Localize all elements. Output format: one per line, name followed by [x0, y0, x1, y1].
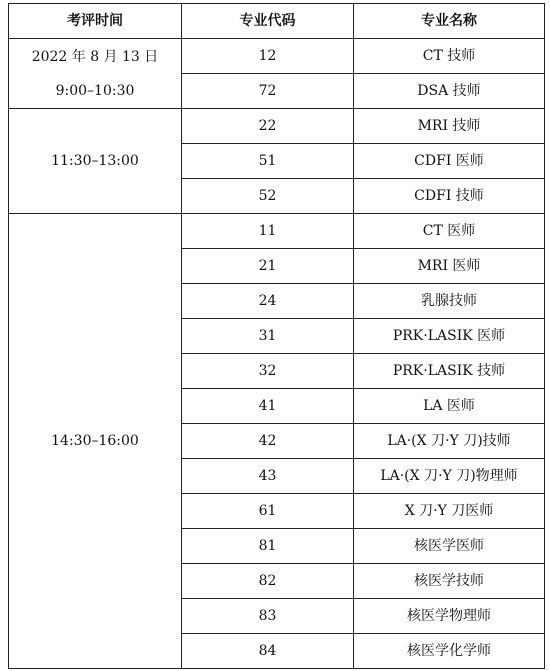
table-row: [9, 39, 545, 74]
header-exam-time: 考评时间: [9, 4, 182, 39]
major-code-cell: 82: [182, 564, 354, 599]
major-name-cell: MRI 医师: [354, 249, 545, 284]
major-name-cell: LA·(X 刀·Y 刀)物理师: [354, 459, 545, 494]
header-row: [9, 4, 545, 39]
major-name-cell: 核医学医师: [354, 529, 545, 564]
schedule-body: [9, 39, 545, 669]
exam-time-text: 11:30–13:00: [51, 153, 139, 169]
exam-time-cell: [9, 39, 182, 109]
major-code-cell: 84: [182, 634, 354, 669]
major-name-cell: PRK·LASIK 技师: [354, 354, 545, 389]
major-name-cell: 核医学化学师: [354, 634, 545, 669]
header-major-code: 专业代码: [182, 4, 354, 39]
major-name-cell: 乳腺技师: [354, 284, 545, 319]
major-name-cell: CDFI 技师: [354, 179, 545, 214]
major-code-cell: 12: [182, 39, 354, 74]
major-name-cell: CDFI 医师: [354, 144, 545, 179]
schedule-table-container: [8, 3, 544, 669]
major-name-cell: DSA 技师: [354, 74, 545, 109]
major-code-cell: 61: [182, 494, 354, 529]
major-code-cell: 83: [182, 599, 354, 634]
exam-time-text: 14:30–16:00: [51, 433, 139, 449]
major-code-cell: 42: [182, 424, 354, 459]
major-code-cell: 41: [182, 389, 354, 424]
major-code-cell: 72: [182, 74, 354, 109]
major-name-cell: 核医学技师: [354, 564, 545, 599]
exam-time-cell: [9, 214, 182, 669]
major-code-cell: 32: [182, 354, 354, 389]
major-code-cell: 11: [182, 214, 354, 249]
exam-time-text: 9:00–10:30: [55, 82, 135, 99]
major-name-cell: LA·(X 刀·Y 刀)技师: [354, 424, 545, 459]
major-name-cell: LA 医师: [354, 389, 545, 424]
major-code-cell: 21: [182, 249, 354, 284]
header-major-name: 专业名称: [354, 4, 545, 39]
major-code-cell: 24: [182, 284, 354, 319]
major-code-cell: 81: [182, 529, 354, 564]
major-name-cell: 核医学物理师: [354, 599, 545, 634]
major-code-cell: 51: [182, 144, 354, 179]
table-row: [9, 214, 545, 249]
major-code-cell: 52: [182, 179, 354, 214]
exam-time-cell: [9, 109, 182, 214]
exam-schedule-table: [8, 3, 545, 669]
table-row: [9, 109, 545, 144]
major-code-cell: 43: [182, 459, 354, 494]
major-name-cell: CT 医师: [354, 214, 545, 249]
major-name-cell: X 刀·Y 刀医师: [354, 494, 545, 529]
exam-time-text: 2022 年 8 月 13 日: [31, 48, 159, 65]
major-code-cell: 31: [182, 319, 354, 354]
major-name-cell: PRK·LASIK 医师: [354, 319, 545, 354]
major-name-cell: CT 技师: [354, 39, 545, 74]
major-code-cell: 22: [182, 109, 354, 144]
major-name-cell: MRI 技师: [354, 109, 545, 144]
